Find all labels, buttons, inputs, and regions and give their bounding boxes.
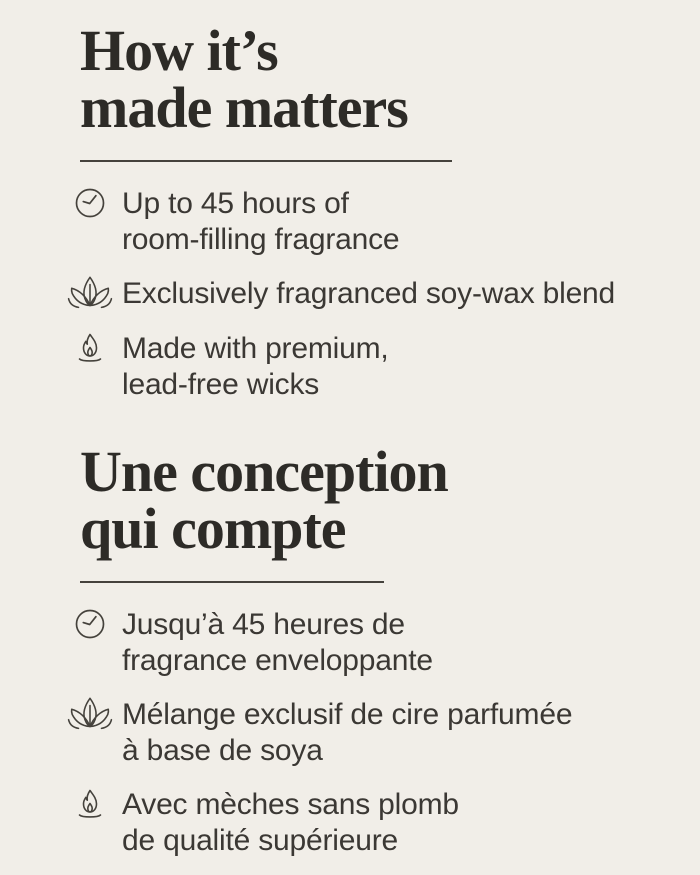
benefit-line: Mélange exclusif de cire parfumée bbox=[122, 698, 573, 731]
benefit-line: Jusqu’à 45 heures de bbox=[122, 608, 405, 641]
benefit-text bbox=[122, 276, 615, 312]
benefit-line: Avec mèches sans plomb bbox=[122, 788, 459, 821]
benefit-line: Exclusively fragranced soy-wax blend bbox=[122, 277, 616, 310]
section-french bbox=[80, 439, 690, 859]
section-english bbox=[80, 18, 690, 403]
benefit-line: Made with premium, bbox=[122, 332, 389, 365]
heading-rule bbox=[80, 581, 384, 583]
heading-line: How it’s bbox=[80, 18, 278, 83]
benefit-text bbox=[122, 331, 389, 403]
lotus-leaf-icon bbox=[66, 696, 114, 734]
benefit-line: à base de soya bbox=[122, 734, 323, 767]
clock-icon bbox=[66, 185, 114, 221]
heading-line: Une conception bbox=[80, 439, 448, 504]
benefit-line: lead-free wicks bbox=[122, 368, 320, 401]
benefit-item-soy-wax bbox=[66, 276, 690, 313]
heading-rule bbox=[80, 160, 452, 162]
benefit-line: Up to 45 hours of bbox=[122, 187, 349, 220]
benefit-text bbox=[122, 697, 572, 769]
benefit-item-soy-wax-fr bbox=[66, 697, 690, 769]
clock-icon bbox=[66, 606, 114, 642]
benefit-line: fragrance enveloppante bbox=[122, 644, 433, 677]
section-heading-english bbox=[80, 18, 690, 140]
benefit-line: room-filling fragrance bbox=[122, 223, 400, 256]
section-heading-french bbox=[80, 439, 690, 561]
benefit-text bbox=[122, 607, 433, 679]
benefit-item-burn-time-fr bbox=[66, 607, 690, 679]
heading-line: made matters bbox=[80, 75, 408, 140]
benefit-item-wicks bbox=[66, 331, 690, 403]
benefits-list-english bbox=[66, 186, 690, 403]
benefit-text bbox=[122, 186, 399, 258]
benefit-item-burn-time bbox=[66, 186, 690, 258]
benefit-item-wicks-fr bbox=[66, 787, 690, 859]
candle-flame-icon bbox=[66, 330, 114, 368]
benefits-list-french bbox=[66, 607, 690, 859]
lotus-leaf-icon bbox=[66, 275, 114, 313]
benefit-line: de qualité supérieure bbox=[122, 824, 398, 857]
heading-line: qui compte bbox=[80, 496, 346, 561]
candle-flame-icon bbox=[66, 786, 114, 824]
benefit-text bbox=[122, 787, 459, 859]
